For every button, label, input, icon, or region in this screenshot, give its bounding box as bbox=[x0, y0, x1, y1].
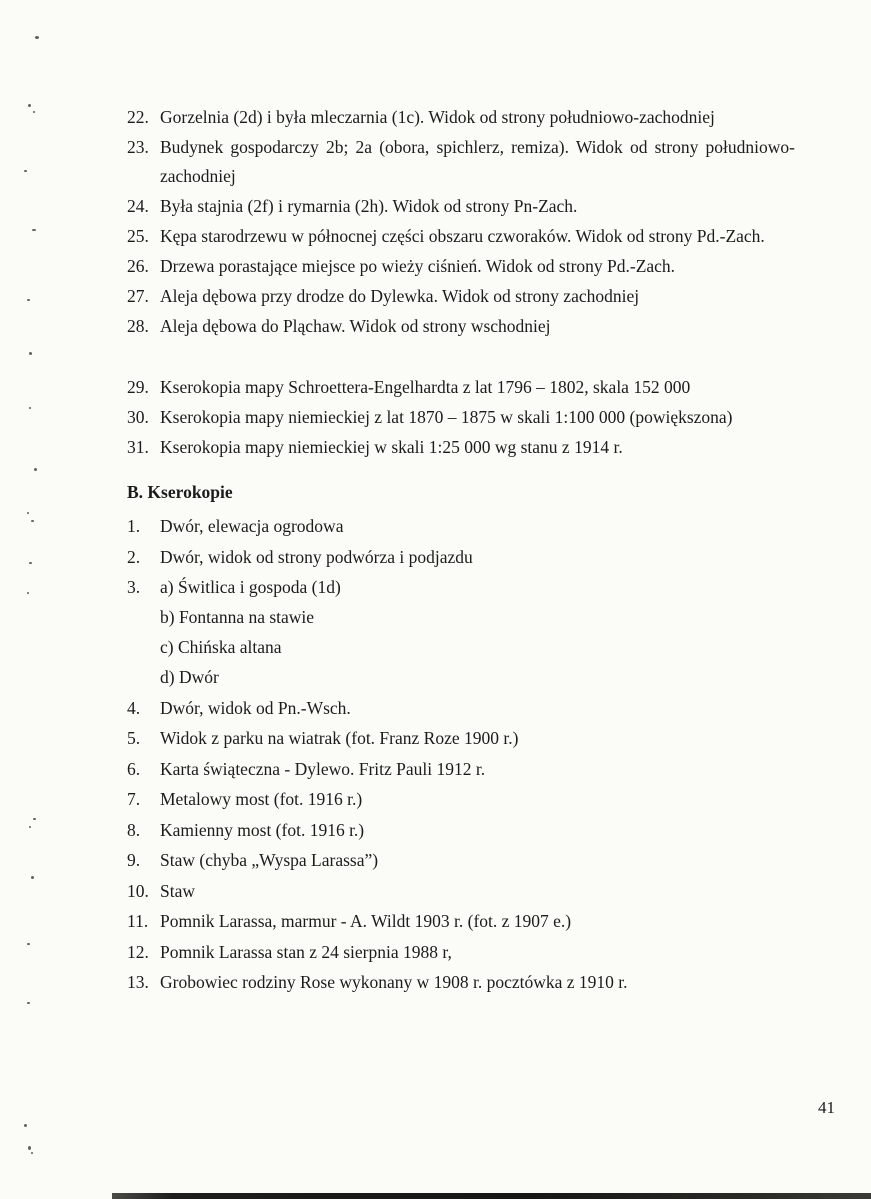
list-item-number: 4. bbox=[127, 697, 141, 718]
scan-speck bbox=[27, 1002, 30, 1004]
list-item-number: 29. bbox=[127, 377, 149, 397]
list-item-text: Dwór, elewacja ogrodowa bbox=[160, 516, 344, 536]
scan-speck bbox=[31, 520, 34, 522]
scan-speck bbox=[29, 826, 31, 828]
list-item-number: 24. bbox=[127, 196, 149, 216]
list-item-text: Dwór, widok od Pn.-Wsch. bbox=[160, 697, 351, 718]
scan-speck bbox=[33, 111, 35, 113]
list-item bbox=[127, 222, 795, 251]
list-item bbox=[127, 433, 795, 462]
scan-speck bbox=[27, 299, 30, 301]
scan-speck bbox=[24, 170, 27, 172]
list-item-number: 23. bbox=[127, 137, 149, 157]
list-item bbox=[127, 906, 795, 936]
list-item-number: 22. bbox=[127, 107, 149, 127]
numbered-list-section-a bbox=[127, 103, 795, 341]
scan-speck bbox=[35, 36, 39, 39]
list-item-text: Metalowy most (fot. 1916 r.) bbox=[160, 789, 363, 809]
scan-speck bbox=[27, 943, 30, 945]
list-item bbox=[127, 937, 795, 967]
list-item-subline: d) Dwór bbox=[160, 667, 219, 687]
list-item-subline: c) Chińska altana bbox=[160, 637, 282, 657]
scan-speck bbox=[24, 1124, 27, 1127]
list-item-text: Aleja dębowa przy drodze do Dylewka. Widok od strony zachodniej bbox=[160, 286, 640, 306]
list-item-text: Staw (chyba „Wyspa Larassa”) bbox=[160, 850, 379, 870]
list-item bbox=[127, 754, 795, 784]
numbered-list-maps bbox=[127, 373, 795, 462]
list-item-number: 10. bbox=[127, 880, 149, 901]
list-item-text: Kserokopia mapy niemieckiej w skali 1:25 000 wg stanu z 1914 r. bbox=[160, 437, 623, 457]
list-item bbox=[127, 403, 795, 432]
list-item bbox=[127, 312, 795, 341]
list-item-text: Kserokopia mapy niemieckiej z lat 1870 – 1875 w skali 1:100 000 (powiększona) bbox=[160, 407, 733, 427]
list-item bbox=[127, 373, 795, 402]
list-item-number: 26. bbox=[127, 256, 149, 276]
list-item-text: Grobowiec rodziny Rose wykonany w 1908 r. pocztówka z 1910 r. bbox=[160, 972, 628, 992]
list-item-text: Staw bbox=[160, 880, 195, 901]
list-item bbox=[127, 103, 795, 132]
section-b-heading: B. Kserokopie bbox=[127, 482, 233, 502]
list-item-number: 1. bbox=[127, 516, 141, 536]
scan-speck bbox=[27, 512, 29, 514]
list-item-number: 8. bbox=[127, 819, 141, 840]
list-item bbox=[127, 572, 795, 692]
list-item-number: 31. bbox=[127, 437, 149, 457]
list-item-number: 7. bbox=[127, 789, 141, 809]
scan-speck bbox=[31, 1152, 33, 1154]
list-item-text: Dwór, widok od strony podwórza i podjazdu bbox=[160, 546, 473, 567]
list-item-text: Karta świąteczna - Dylewo. Fritz Pauli 1912 r. bbox=[160, 758, 486, 779]
list-item-text: Budynek gospodarczy 2b; 2a (obora, spichlerz, remiza). Widok od strony południowo-zachodniej bbox=[160, 137, 795, 186]
list-item bbox=[127, 876, 795, 906]
scan-speck bbox=[28, 104, 31, 107]
scan-speck bbox=[33, 818, 36, 820]
list-item bbox=[127, 784, 795, 814]
list-item bbox=[127, 693, 795, 723]
list-item bbox=[127, 815, 795, 845]
list-item bbox=[127, 967, 795, 997]
scan-speck bbox=[29, 562, 32, 564]
scan-speck bbox=[27, 592, 29, 594]
list-item-text: Pomnik Larassa stan z 24 sierpnia 1988 r, bbox=[160, 941, 452, 962]
scan-speck bbox=[29, 407, 31, 409]
list-item-number: 6. bbox=[127, 758, 141, 779]
list-item-number: 3. bbox=[127, 577, 141, 597]
list-item-number: 5. bbox=[127, 728, 141, 748]
list-item-number: 2. bbox=[127, 546, 141, 567]
list-item-text: a) Świtlica i gospoda (1d) b) Fontanna na stawie c) Chińska altana d) Dwór bbox=[160, 572, 795, 692]
list-item bbox=[127, 845, 795, 875]
scan-speck bbox=[31, 876, 34, 879]
list-item-text: Pomnik Larassa, marmur - A. Wildt 1903 r. (fot. z 1907 e.) bbox=[160, 911, 572, 931]
list-item-text: Drzewa porastające miejsce po wieży ciśnień. Widok od strony Pd.-Zach. bbox=[160, 256, 676, 276]
list-item-text: Widok z parku na wiatrak (fot. Franz Roze 1900 r.) bbox=[160, 728, 519, 748]
list-item-number: 13. bbox=[127, 972, 149, 992]
list-item-number: 11. bbox=[127, 911, 149, 931]
list-item-number: 30. bbox=[127, 407, 149, 427]
list-item bbox=[127, 133, 795, 191]
page-number: 41 bbox=[818, 1098, 835, 1117]
scan-speck bbox=[28, 1146, 31, 1150]
list-item bbox=[127, 542, 795, 572]
list-item-text: Była stajnia (2f) i rymarnia (2h). Widok od strony Pn-Zach. bbox=[160, 196, 578, 216]
list-item-number: 12. bbox=[127, 941, 149, 962]
list-item-text: Aleja dębowa do Pląchaw. Widok od strony wschodniej bbox=[160, 316, 551, 336]
scan-speck bbox=[29, 352, 32, 355]
list-item-number: 28. bbox=[127, 316, 149, 336]
numbered-list-section-b bbox=[127, 511, 795, 997]
list-item-text: Gorzelnia (2d) i była mleczarnia (1c). Widok od strony południowo-zachodniej bbox=[160, 107, 715, 127]
list-item-subline: b) Fontanna na stawie bbox=[160, 607, 315, 627]
scan-speck bbox=[34, 468, 37, 471]
list-item-text: Kserokopia mapy Schroettera-Engelhardta z lat 1796 – 1802, skala 152 000 bbox=[160, 377, 691, 397]
list-item-number: 9. bbox=[127, 850, 141, 870]
list-item-text: Kamienny most (fot. 1916 r.) bbox=[160, 819, 365, 840]
list-item bbox=[127, 192, 795, 221]
list-item bbox=[127, 282, 795, 311]
scan-edge-artifact bbox=[112, 1193, 871, 1199]
list-item-number: 27. bbox=[127, 286, 149, 306]
list-item-text: Kępa starodrzewu w północnej części obszaru czworaków. Widok od strony Pd.-Zach. bbox=[160, 226, 765, 246]
list-item bbox=[127, 252, 795, 281]
list-item bbox=[127, 511, 795, 541]
list-item-number: 25. bbox=[127, 226, 149, 246]
list-item bbox=[127, 723, 795, 753]
scan-speck bbox=[32, 229, 36, 231]
